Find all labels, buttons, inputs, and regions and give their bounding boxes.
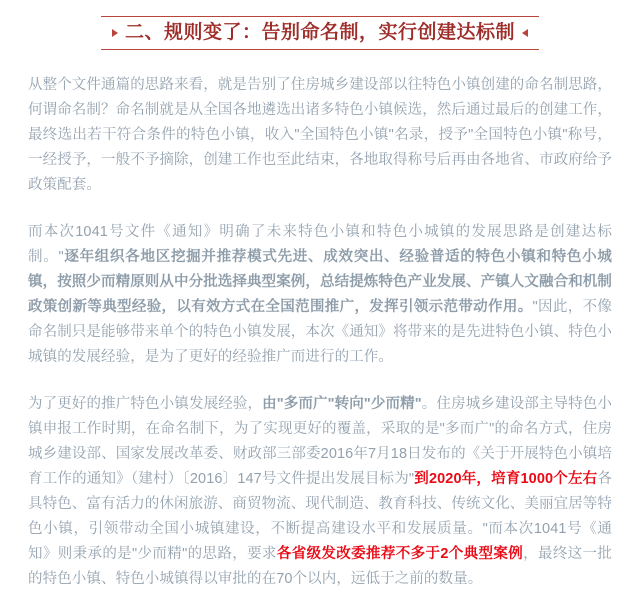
page-title: 二、规则变了：告别命名制，实行创建达标制: [124, 22, 515, 43]
body-text: 各具特色、富有活力的休闲旅游、商贸物流、现代制造、教育科技、传统文化、美丽宜居等特色小镇，引领带动全国小城镇建设，不断提高建设水平和发展质量。"而本次1041号《通知》则秉承的是"少而精"的思路，要求: [28, 471, 612, 563]
highlight-red-text: 到2020年，培育1000个左右: [414, 471, 598, 488]
paragraph-2: [28, 220, 612, 370]
heading-rule-bottom: [101, 49, 539, 51]
article-body: [0, 73, 640, 592]
paragraph-1: [28, 73, 612, 198]
body-text: 而本次1041号文件《通知》明确了未来特色小镇和特色小城镇的发展思路是创建达标制。": [28, 224, 612, 266]
triangle-left-icon: [522, 29, 528, 37]
section-heading-block: [0, 0, 640, 50]
triangle-right-icon: [112, 29, 118, 37]
emphasis-bold-text: 由"多而广"转向"少而精": [262, 396, 422, 413]
emphasis-bold-text: 逐年组织各地区挖掘并推荐模式先进、成效突出、经验普适的特色小镇和特色小城镇，按照少而精原则从中分批选择典型案例，总结提炼特色产业发展、产镇人文融合和机制政策创新等典型经验，以有效方式在全国范围推广，发挥引领示范带动作用。: [28, 249, 612, 316]
heading-row: [0, 17, 640, 49]
body-text: ，最终这一批的特色小镇、特色小城镇得以审批的在70个以内，远低于之前的数量。: [28, 546, 613, 588]
body-text: "因此，不像命名制只是能够带来单个的特色小镇发展，本次《通知》将带来的是先进特色小镇、特色小城镇的发展经验，是为了更好的经验推广而进行的工作。: [28, 299, 612, 366]
body-text: 。住房城乡建设部主导特色小镇申报工作时期，在命名制下，为了实现更好的覆盖，采取的是"多而广"的命名方式，住房城乡建设部、国家发展改革委、财政部三部委2016年7月18日发布的《关于开展特色小镇培育工作的通知》（建村）〔2016〕147号文件提出发展目标为": [28, 396, 612, 488]
body-text: 从整个文件通篇的思路来看，就是告别了住房城乡建设部以往特色小镇创建的命名制思路，何谓命名制？命名制就是从全国各地遴选出诸多特色小镇候选，然后通过最后的创建工作，最终选出若干符合条件的特色小镇，收入"全国特色小镇"名录，授予"全国特色小镇"称号，一经授予，一般不予摘除，创建工作也至此结束，各地取得称号后再由各地省、市政府给予政策配套。: [28, 77, 612, 194]
paragraph-3: [28, 392, 612, 592]
body-text: 为了更好的推广特色小镇发展经验，: [28, 396, 263, 413]
highlight-red-text: 各省级发改委推荐不多于2个典型案例: [276, 546, 524, 563]
